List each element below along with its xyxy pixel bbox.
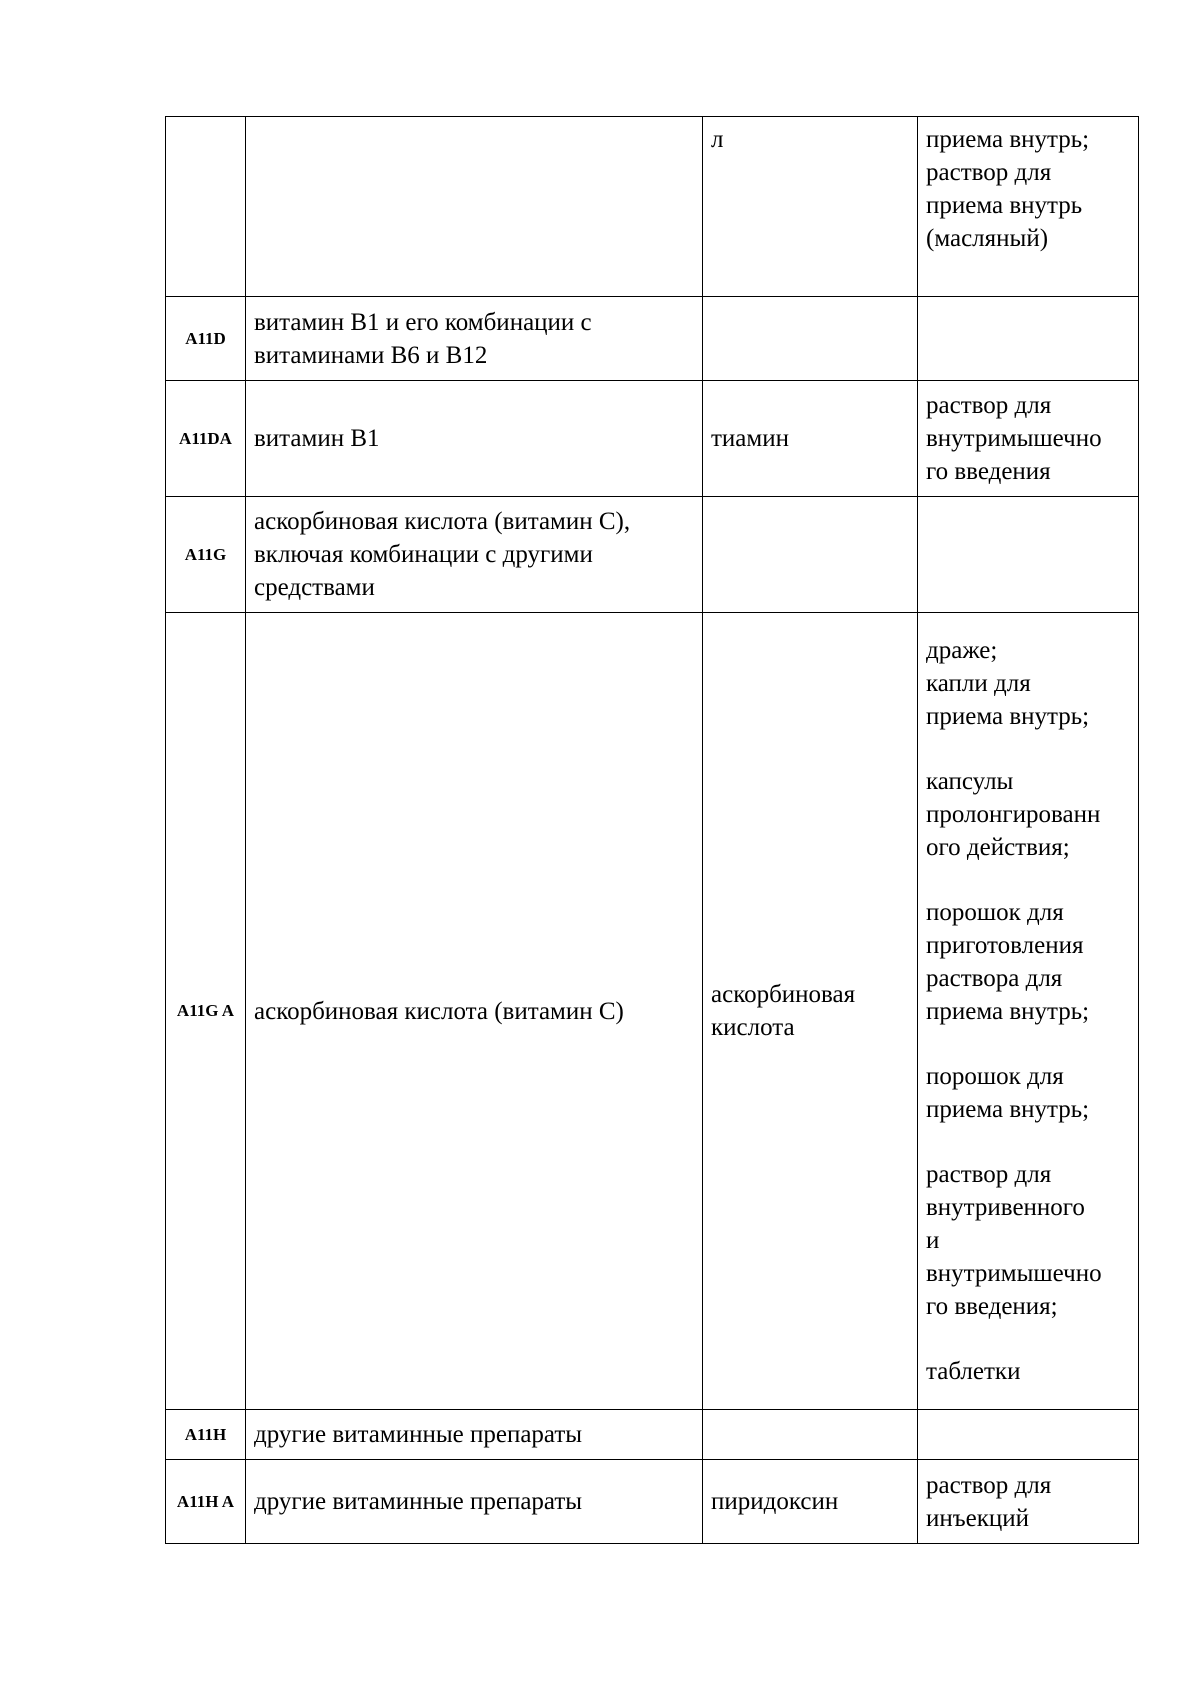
dosage-form-line: приема внутрь; [926,998,1090,1025]
drug-name-cell [703,297,918,381]
dosage-forms-cell [918,497,1139,613]
dosage-form-line: приготовления [926,932,1084,959]
dosage-form-line: раствора для [926,965,1063,992]
dosage-forms-cell [918,1460,1139,1544]
drug-name-cell: аскорбиновая кислота [703,613,918,1410]
dosage-form-line: раствор для [926,1471,1052,1499]
dosage-form-line: порошок для [926,1063,1064,1090]
atc-code-cell: A11G A [166,613,246,1410]
dosage-forms-cell [918,381,1139,497]
dosage-form-line: ого действия; [926,834,1070,861]
atc-code-cell: A11G [166,497,246,613]
dosage-form-line: инъекций [926,1504,1030,1532]
dosage-form-line: раствор для [926,159,1052,186]
drug-name-cell [703,1410,918,1460]
dosage-forms-cell [918,613,1139,1410]
group-name-cell: аскорбиновая кислота (витамин C) [246,613,703,1410]
dosage-form-line: капсулы [926,768,1014,795]
dosage-form-line: го введения; [926,1293,1058,1320]
dosage-form-gap [926,864,1130,896]
drug-name-cell: л [703,117,918,297]
table-row [166,381,1139,497]
dosage-form-line: внутривенного [926,1194,1085,1221]
group-name-cell: витамин B1 [246,381,703,497]
dosage-form-line: приема внутрь; [926,703,1090,730]
group-name-cell: аскорбиновая кислота (витамин C), включая комбинации с другими средствами [246,497,703,613]
drug-name-cell: пиридоксин [703,1460,918,1544]
dosage-form-line: порошок для [926,899,1064,926]
atc-code-cell: A11H A [166,1460,246,1544]
atc-code-cell: A11D [166,297,246,381]
atc-code-cell: A11DA [166,381,246,497]
table-row [166,117,1139,297]
dosage-form-line: раствор для [926,1161,1052,1188]
dosage-form-line: капли для [926,670,1031,697]
table-row [166,297,1139,381]
dosage-form-line: внутримышечно [926,425,1102,452]
table-row [166,613,1139,1410]
atc-code-cell: A11H [166,1410,246,1460]
dosage-form-line: приема внутрь; [926,1096,1090,1123]
drug-name-cell: тиамин [703,381,918,497]
drug-classification-table [165,116,1139,1544]
dosage-forms-cell [918,297,1139,381]
dosage-form-line: го введения [926,458,1051,485]
group-name-cell: другие витаминные препараты [246,1410,703,1460]
table-row [166,1410,1139,1460]
atc-code-cell [166,117,246,297]
dosage-form-line: таблетки [926,1358,1021,1385]
dosage-form-line: (масляный) [926,225,1049,252]
group-name-cell: другие витаминные препараты [246,1460,703,1544]
dosage-form-gap [926,1126,1130,1158]
dosage-form-line: пролонгированн [926,801,1101,828]
dosage-form-line: драже; [926,637,998,664]
dosage-form-line: приема внутрь; [926,126,1090,153]
dosage-forms-cell [918,117,1139,297]
dosage-form-gap [926,733,1130,765]
dosage-form-line: и [926,1227,940,1254]
dosage-form-gap [926,1323,1130,1355]
dosage-form-line: приема внутрь [926,192,1083,219]
table-row [166,497,1139,613]
dosage-form-gap [926,1028,1130,1060]
dosage-form-line: раствор для [926,392,1052,419]
group-name-cell: витамин B1 и его комбинации с витаминами B6 и B12 [246,297,703,381]
table-row [166,1460,1139,1544]
dosage-form-line: внутримышечно [926,1260,1102,1287]
dosage-forms-cell [918,1410,1139,1460]
group-name-cell [246,117,703,297]
drug-name-cell [703,497,918,613]
